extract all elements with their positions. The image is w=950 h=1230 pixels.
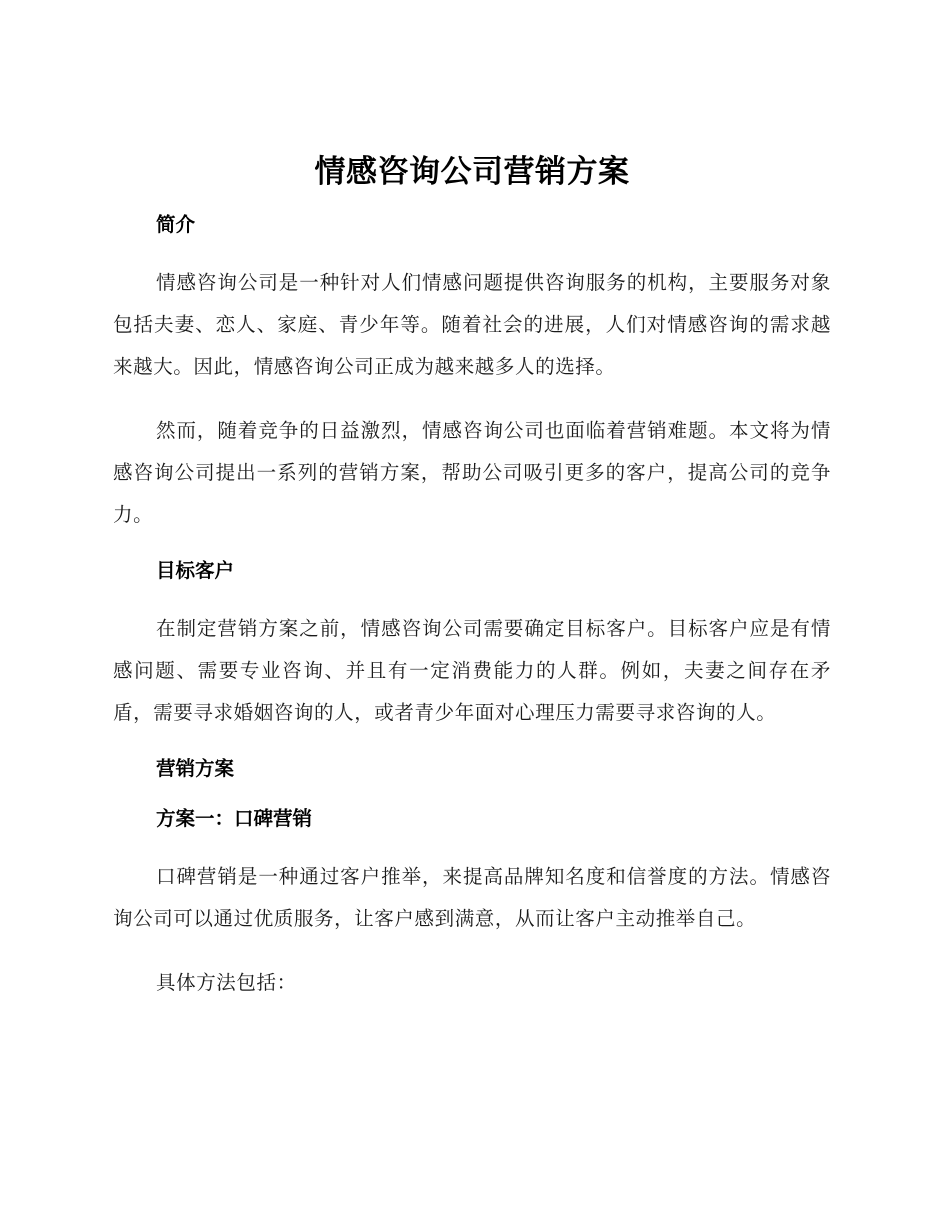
spacer [113, 784, 831, 804]
paragraph-target-1: 在制定营销方案之前，情感咨询公司需要确定目标客户。目标客户应是有情感问题、需要专业咨询、并且有一定消费能力的人群。例如，夫妻之间存在矛盾，需要寻求婚姻咨询的人，或者青少年面对心理压力需要寻求咨询的人。 [113, 617, 831, 724]
spacer [113, 536, 831, 556]
paragraph-plan1-2: 具体方法包括： [156, 971, 297, 994]
spacer [113, 240, 831, 262]
document-body [113, 148, 831, 1004]
spacer [113, 388, 831, 410]
paragraph-plan1-1: 口碑营销是一种通过客户推举，来提高品牌知名度和信誉度的方法。情感咨询公司可以通过优质服务，让客户感到满意，从而让客户主动推举自己。 [113, 865, 831, 930]
section-heading-target: 目标客户 [156, 559, 235, 582]
spacer [113, 940, 831, 962]
paragraph-intro-1: 情感咨询公司是一种针对人们情感问题提供咨询服务的机构，主要服务对象包括夫妻、恋人、家庭、青少年等。随着社会的进展，人们对情感咨询的需求越来越大。因此，情感咨询公司正成为越来越多人的选择。 [113, 271, 831, 378]
section-heading-plan-1: 方案一：口碑营销 [156, 807, 313, 830]
spacer [113, 834, 831, 856]
document-title: 情感咨询公司营销方案 [314, 154, 630, 190]
section-heading-intro: 简介 [156, 213, 196, 236]
spacer [113, 734, 831, 754]
paragraph-intro-2: 然而，随着竞争的日益激烈，情感咨询公司也面临着营销难题。本文将为情感咨询公司提出一系列的营销方案，帮助公司吸引更多的客户，提高公司的竞争力。 [113, 419, 831, 526]
spacer [113, 586, 831, 608]
section-heading-plan: 营销方案 [156, 757, 235, 780]
